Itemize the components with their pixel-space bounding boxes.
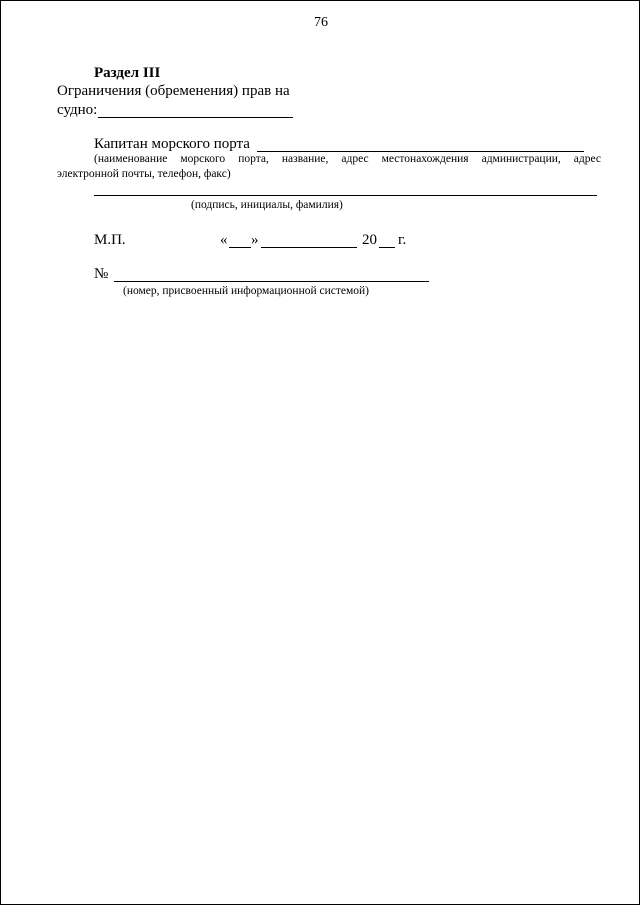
year-prefix: 20	[362, 232, 377, 248]
day-field-line	[229, 247, 251, 248]
vessel-label: судно:	[57, 102, 98, 118]
quote-close: »	[251, 232, 259, 248]
signature-field-line	[94, 195, 597, 196]
port-name-field-line	[257, 151, 584, 152]
section-title: Раздел III	[94, 65, 161, 81]
restrictions-label: Ограничения (обременения) прав на	[57, 83, 290, 99]
year-suffix: г.	[398, 232, 407, 248]
captain-label: Капитан морского порта	[94, 136, 250, 152]
month-field-line	[261, 247, 357, 248]
port-details-hint-line2: электронной почты, телефон, факс)	[57, 168, 231, 180]
vessel-field-line	[98, 117, 293, 118]
registry-number-hint: (номер, присвоенный информационной системой)	[123, 285, 370, 297]
quote-open: «	[220, 232, 228, 248]
number-sign: №	[94, 266, 109, 282]
page-number: 76	[314, 15, 328, 30]
port-details-hint-line1: (наименование морского порта, название, адрес местонахождения администрации, адрес	[94, 153, 601, 165]
signature-hint: (подпись, инициалы, фамилия)	[191, 199, 343, 211]
year-field-line	[379, 247, 395, 248]
stamp-mark: М.П.	[94, 232, 126, 248]
registry-number-field-line	[114, 281, 429, 282]
